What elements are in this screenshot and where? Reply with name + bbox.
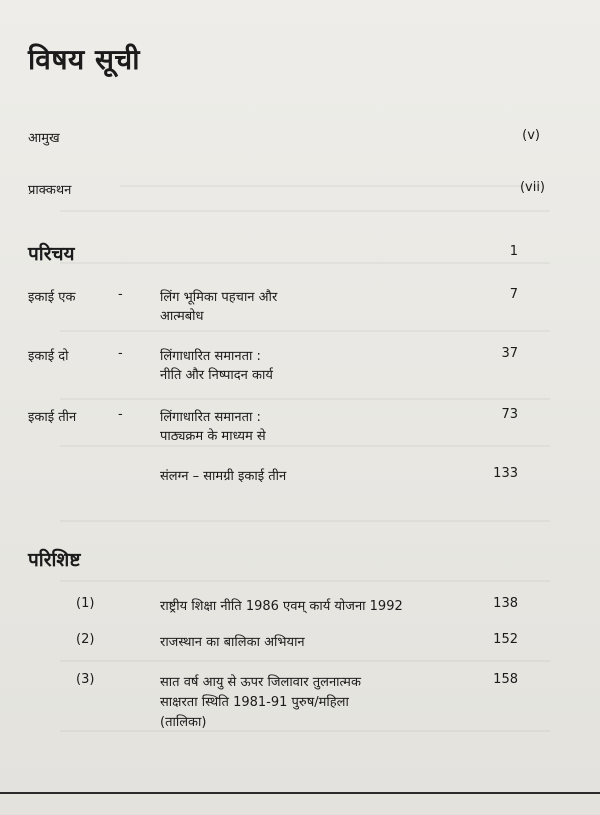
unit-1-page: 7 — [509, 287, 518, 302]
appendix-item-1-title: राष्ट्रीय शिक्षा नीति 1986 एवम् कार्य योजना 1992 — [160, 599, 403, 614]
toc-entry-foreword-label: प्राक्कथन — [28, 183, 72, 198]
bleed-through-shadow — [60, 660, 550, 662]
bleed-through-shadow — [60, 398, 550, 400]
toc-entry-preface-page: (v) — [522, 128, 540, 143]
appendix-item-3-title-line3: (तालिका) — [160, 715, 207, 730]
toc-entry-preface-label: आमुख — [28, 131, 60, 146]
bleed-through-shadow — [120, 185, 540, 187]
unit-3-dash: - — [118, 407, 123, 422]
unit-2-label: इकाई दो — [28, 349, 69, 364]
appendix-item-3-title-line1: सात वर्ष आयु से ऊपर जिलावार तुलनात्मक — [160, 675, 361, 690]
unit-1-title-line1: लिंग भूमिका पहचान और — [160, 290, 278, 305]
unit-3-title-line1: लिंगाधारित समानता : — [160, 410, 261, 425]
bleed-through-shadow — [60, 445, 550, 447]
unit-2-title-line1: लिंगाधारित समानता : — [160, 349, 261, 364]
bleed-through-shadow — [60, 580, 550, 582]
annex-label: संलग्न – सामग्री इकाई तीन — [160, 469, 287, 484]
toc-entry-foreword-page: (vii) — [519, 180, 545, 195]
bleed-through-shadow — [60, 330, 550, 332]
unit-3-page: 73 — [501, 407, 518, 422]
unit-1-dash: - — [118, 287, 123, 302]
appendix-item-2-title: राजस्थान का बालिका अभियान — [160, 635, 305, 650]
unit-2-title-line2: नीति और निष्पादन कार्य — [160, 368, 273, 383]
section-intro-page: 1 — [509, 244, 518, 259]
bleed-through-shadow — [60, 520, 550, 522]
bleed-through-shadow — [60, 262, 550, 264]
annex-page: 133 — [493, 466, 518, 481]
appendix-item-1-number: (1) — [76, 596, 95, 611]
bleed-through-shadow — [60, 210, 550, 212]
section-heading-intro: परिचय — [28, 243, 75, 265]
page-title: विषय सूची — [28, 43, 140, 76]
bleed-through-shadow — [60, 730, 550, 732]
appendix-item-2-number: (2) — [76, 632, 95, 647]
unit-2-dash: - — [118, 346, 123, 361]
appendix-item-1-page: 138 — [493, 596, 518, 611]
appendix-item-3-title-line2: साक्षरता स्थिति 1981-91 पुरुष/महिला — [160, 695, 349, 710]
appendix-item-3-page: 158 — [493, 672, 518, 687]
unit-2-page: 37 — [501, 346, 518, 361]
appendix-item-2-page: 152 — [493, 632, 518, 647]
unit-3-label: इकाई तीन — [28, 410, 77, 425]
unit-1-label: इकाई एक — [28, 290, 76, 305]
footer-rule — [0, 792, 600, 794]
unit-3-title-line2: पाठ्यक्रम के माध्यम से — [160, 429, 266, 444]
section-heading-appendix: परिशिष्ट — [28, 549, 81, 571]
appendix-item-3-number: (3) — [76, 672, 95, 687]
unit-1-title-line2: आत्मबोध — [160, 309, 204, 324]
